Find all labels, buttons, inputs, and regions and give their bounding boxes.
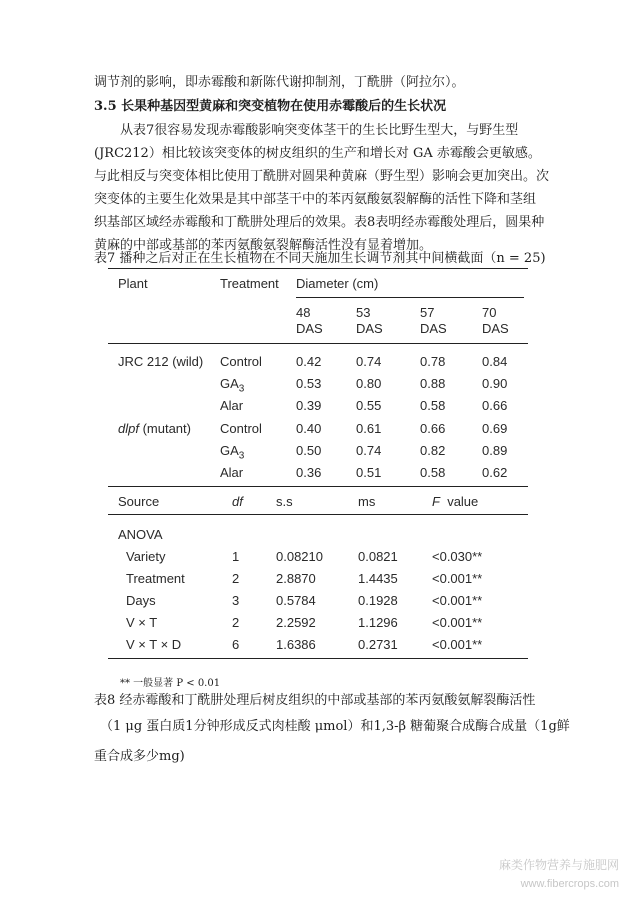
value-cell: 0.78 [420, 354, 446, 369]
anova-header-ms: ms [358, 494, 376, 509]
value-cell: 0.53 [296, 376, 322, 391]
value-cell: 0.82 [420, 443, 446, 458]
day-70: 70 [482, 305, 497, 320]
das-1: DAS [296, 321, 323, 336]
anova-ss-cell: 0.5784 [276, 593, 316, 608]
das-3: DAS [420, 321, 447, 336]
plant-name-italic: dlpf [118, 421, 139, 436]
table8-caption-line-3: 重合成多少mg) [94, 749, 185, 764]
anova-ms-cell: 0.1928 [358, 593, 398, 608]
anova-source-cell: Days [126, 593, 156, 608]
value-cell: 0.51 [356, 465, 382, 480]
table-top-rule [108, 268, 528, 269]
header-treatment: Treatment [220, 276, 279, 291]
value-cell: 0.88 [420, 376, 446, 391]
anova-ss-cell: 0.08210 [276, 549, 323, 564]
treatment-subscript: 3 [238, 450, 245, 462]
value-cell: 0.36 [296, 465, 322, 480]
value-cell: 0.40 [296, 421, 322, 436]
anova-ss-cell: 2.8870 [276, 571, 316, 586]
header-plant: Plant [118, 276, 148, 291]
value-cell: 0.58 [420, 465, 446, 480]
treatment-cell: Alar [220, 398, 244, 413]
anova-source-cell: V × T [126, 615, 158, 630]
anova-ms-cell: 1.1296 [358, 615, 398, 630]
anova-df-cell: 2 [232, 571, 240, 586]
value-cell: 0.39 [296, 398, 322, 413]
value-cell: 0.74 [356, 354, 382, 369]
value-cell: 0.84 [482, 354, 508, 369]
value-cell: 0.69 [482, 421, 508, 436]
anova-df-cell: 6 [232, 637, 240, 652]
plant-suffix: (mutant) [138, 421, 191, 436]
anova-header-ss: s.s [276, 494, 293, 509]
text-line-4: (JRC212）相比较该突变体的树皮组织的生产和增长对 GA 赤霉酸会更敏感。 [94, 146, 541, 161]
anova-ms-cell: 0.0821 [358, 549, 398, 564]
text-line-7: 织基部区域经赤霉酸和丁酰肼处理后的效果。表8表明经赤霉酸处理后，圆果种 [94, 215, 545, 230]
anova-header-rule [108, 514, 528, 515]
value-cell: 0.58 [420, 398, 446, 413]
watermark-title: 麻类作物营养与施肥网 [498, 858, 619, 872]
text-line-8: 黄麻的中部或基部的苯丙氨酸氨裂解酶活性没有显着增加。 [94, 238, 433, 253]
anova-f-cell: <0.030** [432, 549, 483, 564]
value-cell: 0.61 [356, 421, 382, 436]
value-cell: 0.42 [296, 354, 322, 369]
treatment-text: GA [220, 443, 239, 458]
value-cell: 0.55 [356, 398, 382, 413]
treatment-subscript: 3 [238, 383, 245, 395]
anova-header-f [432, 494, 478, 509]
anova-f-cell: <0.001** [432, 637, 483, 652]
table8-caption-line-2: （1 μg 蛋白质1分钟形成反式肉桂酸 μmol）和1,3-β 糖葡聚合成酶合成量（1g鲜 [100, 719, 570, 734]
anova-ss-cell: 2.2592 [276, 615, 316, 630]
table7-caption: 表7 播种之后对正在生长植物在不同天施加生长调节剂其中间横截面（n = 25) [94, 251, 546, 266]
anova-header-df: df [232, 494, 243, 509]
text-line-1: 调节剂的影响，即赤霉酸和新陈代谢抑制剂，丁酰肼（阿拉尔）。 [94, 75, 465, 90]
anova-source-cell: Treatment [126, 571, 185, 586]
anova-ss-cell: 1.6386 [276, 637, 316, 652]
value-cell: 0.50 [296, 443, 322, 458]
anova-df-cell: 3 [232, 593, 240, 608]
day-57: 57 [420, 305, 435, 320]
section-heading: 3.5 长果种基因型黄麻和突变植物在使用赤霉酸后的生长状况 [94, 99, 447, 114]
anova-ms-cell: 1.4435 [358, 571, 398, 586]
watermark-url: www.fibercrops.com [520, 878, 619, 890]
day-53: 53 [356, 305, 371, 320]
anova-header-source: Source [118, 494, 160, 509]
value-cell: 0.66 [482, 398, 508, 413]
text-line-5: 与此相反与突变体相比使用丁酰肼对圆果种黄麻（野生型）影响会更加突出。次 [94, 169, 550, 184]
anova-title: ANOVA [118, 527, 163, 542]
text-line-3: 从表7很容易发现赤霉酸影响突变体茎干的生长比野生型大，与野生型 [120, 123, 519, 138]
plant-cell: JRC 212 (wild) [118, 354, 204, 369]
anova-header-f-letter: F [432, 494, 440, 509]
das-2: DAS [356, 321, 383, 336]
header-diameter: Diameter (cm) [296, 276, 379, 291]
text-line-6: 突变体的主要生化效果是其中部茎干中的苯丙氨酸氨裂解酶的活性下降和茎组 [94, 192, 537, 207]
day-48: 48 [296, 305, 311, 320]
treatment-cell [220, 376, 244, 395]
treatment-cell: Control [220, 354, 262, 369]
anova-source-cell: V × T × D [126, 637, 182, 652]
value-cell: 0.89 [482, 443, 508, 458]
anova-top-rule [108, 486, 528, 487]
table7-footnote: ** 一般显著 P < 0.01 [120, 678, 221, 689]
diameter-subrule [296, 297, 524, 298]
anova-source-cell: Variety [126, 549, 166, 564]
anova-f-cell: <0.001** [432, 571, 483, 586]
value-cell: 0.66 [420, 421, 446, 436]
value-cell: 0.62 [482, 465, 508, 480]
treatment-cell: Control [220, 421, 262, 436]
plant-cell [118, 421, 191, 436]
treatment-cell: Alar [220, 465, 244, 480]
anova-df-cell: 2 [232, 615, 240, 630]
anova-ms-cell: 0.2731 [358, 637, 398, 652]
value-cell: 0.74 [356, 443, 382, 458]
anova-header-f-value: value [447, 494, 479, 509]
value-cell: 0.90 [482, 376, 508, 391]
table-bottom-rule [108, 658, 528, 659]
value-cell: 0.80 [356, 376, 382, 391]
das-4: DAS [482, 321, 509, 336]
anova-df-cell: 1 [232, 549, 240, 564]
treatment-text: GA [220, 376, 239, 391]
header-bottom-rule [108, 343, 528, 344]
treatment-cell [220, 443, 244, 462]
table8-caption-line-1: 表8 经赤霉酸和丁酰肼处理后树皮组织的中部或基部的苯丙氨酸氨解裂酶活性 [94, 693, 536, 708]
anova-f-cell: <0.001** [432, 615, 483, 630]
anova-f-cell: <0.001** [432, 593, 483, 608]
